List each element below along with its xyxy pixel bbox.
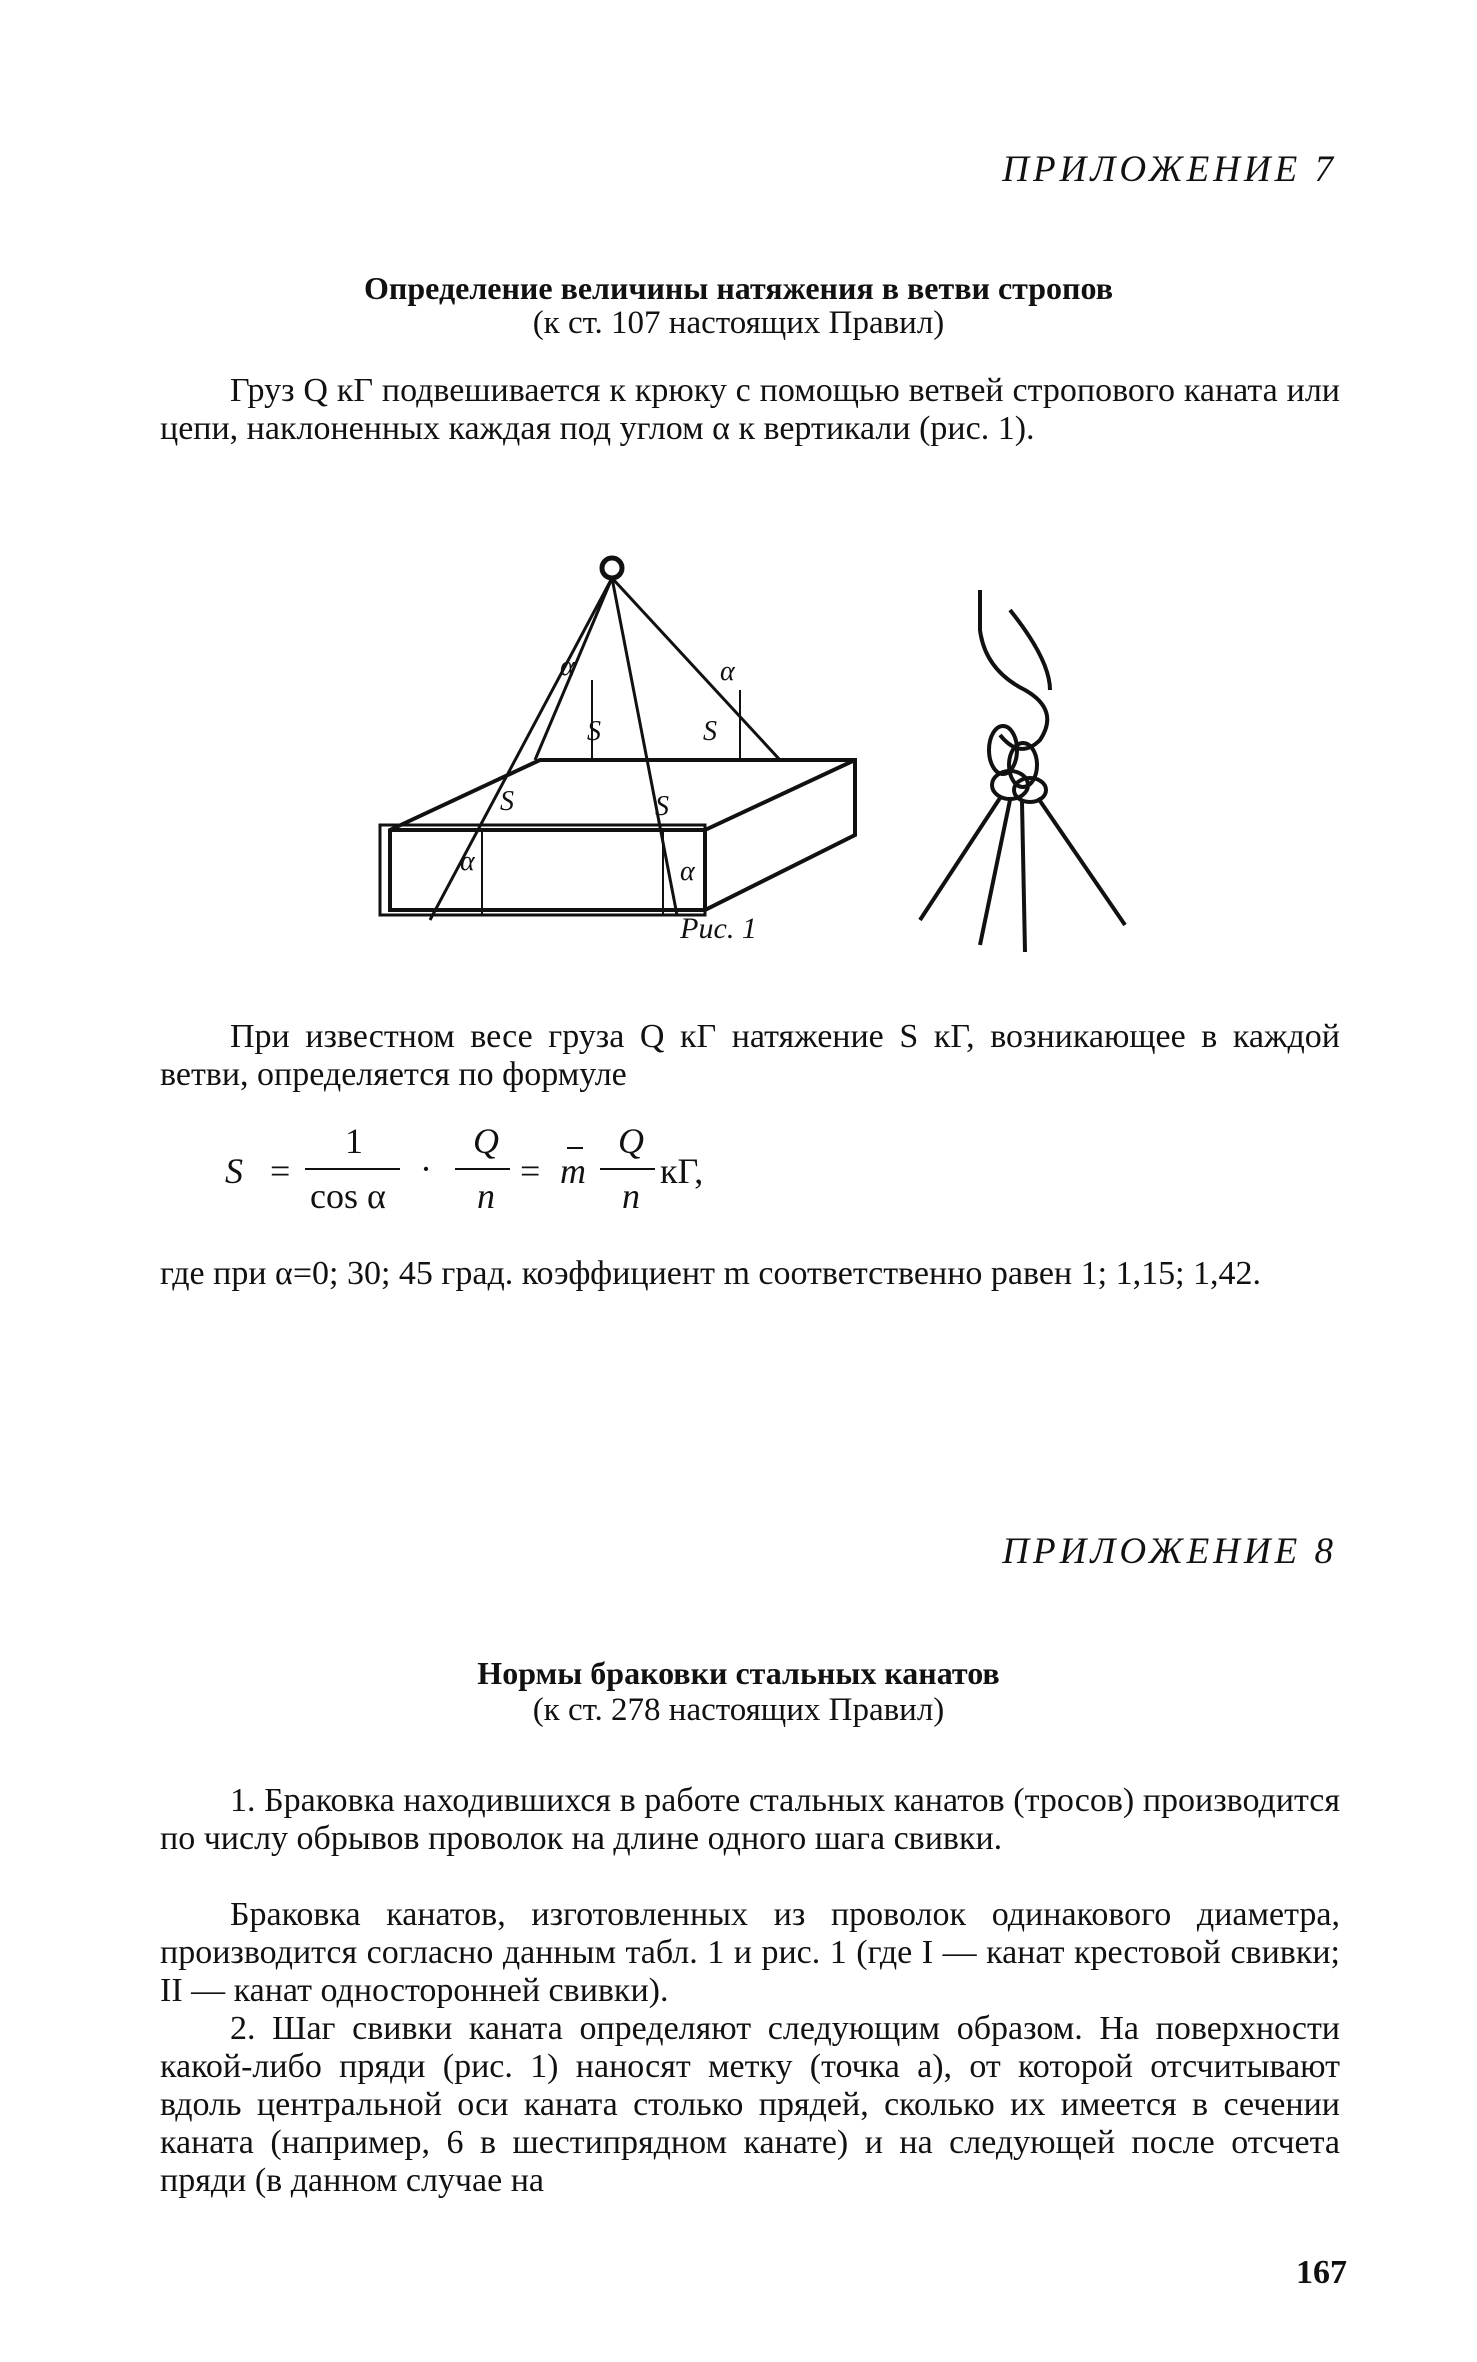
load-box [380,760,855,915]
formula-m: m [560,1151,586,1191]
hook-ring [602,558,622,578]
label-s-3: S [500,786,514,817]
appendix-8-paragraph-1: 1. Браковка находившихся в работе стальных канатов (тросов) производится по числу обрывов проволок на длине одного шага свивки. [160,1782,1340,1857]
formula-dot: · [420,1149,432,1189]
formula-frac1-den: cos α [310,1176,386,1216]
rope-right [612,578,780,760]
appendix-7-paragraph: Груз Q кГ подвешивается к крюку с помощью ветвей стропового каната или цепи, наклоненных каждая под углом α к вертикали (рис. 1). [160,372,1340,447]
sling-ropes [430,558,780,920]
appendix-8-title: Нормы браковки стальных канатов [477,1655,1000,1691]
tension-formula [215,1120,775,1220]
formula-frac2-num: Q [473,1121,499,1161]
appendix-8-heading: ПРИЛОЖЕНИЕ 8 [1002,1531,1337,1572]
appendix-8-paragraph-3: 2. Шаг свивки каната определяют следующим образом. На поверхности какой-либо пряди (рис. 1) наносят метку (точка а), от которой отсчитывают вдоль центральной оси каната столько прядей, сколько их имеется в сечении каната (например, 6 в шестипрядном канате) и на следующей после отсчета пряди (в данном случае на [160,2010,1340,2199]
formula-frac3-num: Q [618,1121,644,1161]
appendix-7-heading: ПРИЛОЖЕНИЕ 7 [1002,149,1337,190]
label-alpha-2: α [720,656,735,687]
formula-unit: кГ, [660,1151,704,1191]
appendix-8-subtitle: (к ст. 278 настоящих Правил) [532,1692,945,1728]
appendix-7-paragraph-2: При известном весе груза Q кГ натяжение S кГ, возникающее в каждой ветви, определяется по формуле [160,1018,1340,1093]
label-alpha-1: α [560,651,575,682]
appendix-7-paragraph-3: где при α=0; 30; 45 град. коэффициент m соответственно равен 1; 1,15; 1,42. [160,1255,1262,1292]
hook-chain [920,590,1125,952]
formula-frac1-num: 1 [345,1121,363,1161]
label-s-1: S [587,716,601,747]
rope-left [430,578,612,920]
appendix-7-title: Определение величины натяжения в ветви стропов [364,270,1113,306]
figure-caption: Рис. 1 [680,912,757,945]
label-alpha-3: α [460,846,475,877]
rope-front [612,578,677,915]
label-alpha-4: α [680,856,695,887]
formula-equals: = [270,1151,291,1191]
page-number: 167 [1296,2254,1347,2291]
formula-lhs: S [225,1151,243,1191]
appendix-8-paragraph-2: Браковка канатов, изготовленных из проволок одинакового диаметра, производится согласно данным табл. 1 и рис. 1 (где I — канат крестовой свивки; II — канат односторонней свивки). [160,1896,1340,2009]
formula-frac2-den: n [477,1176,495,1216]
appendix-7-subtitle: (к ст. 107 настоящих Правил) [532,305,945,341]
formula-frac3-den: n [622,1176,640,1216]
label-s-2: S [703,716,717,747]
label-s-4: S [655,791,669,822]
formula-equals-2: = [520,1151,541,1191]
figure-sling-diagram [360,540,1160,970]
